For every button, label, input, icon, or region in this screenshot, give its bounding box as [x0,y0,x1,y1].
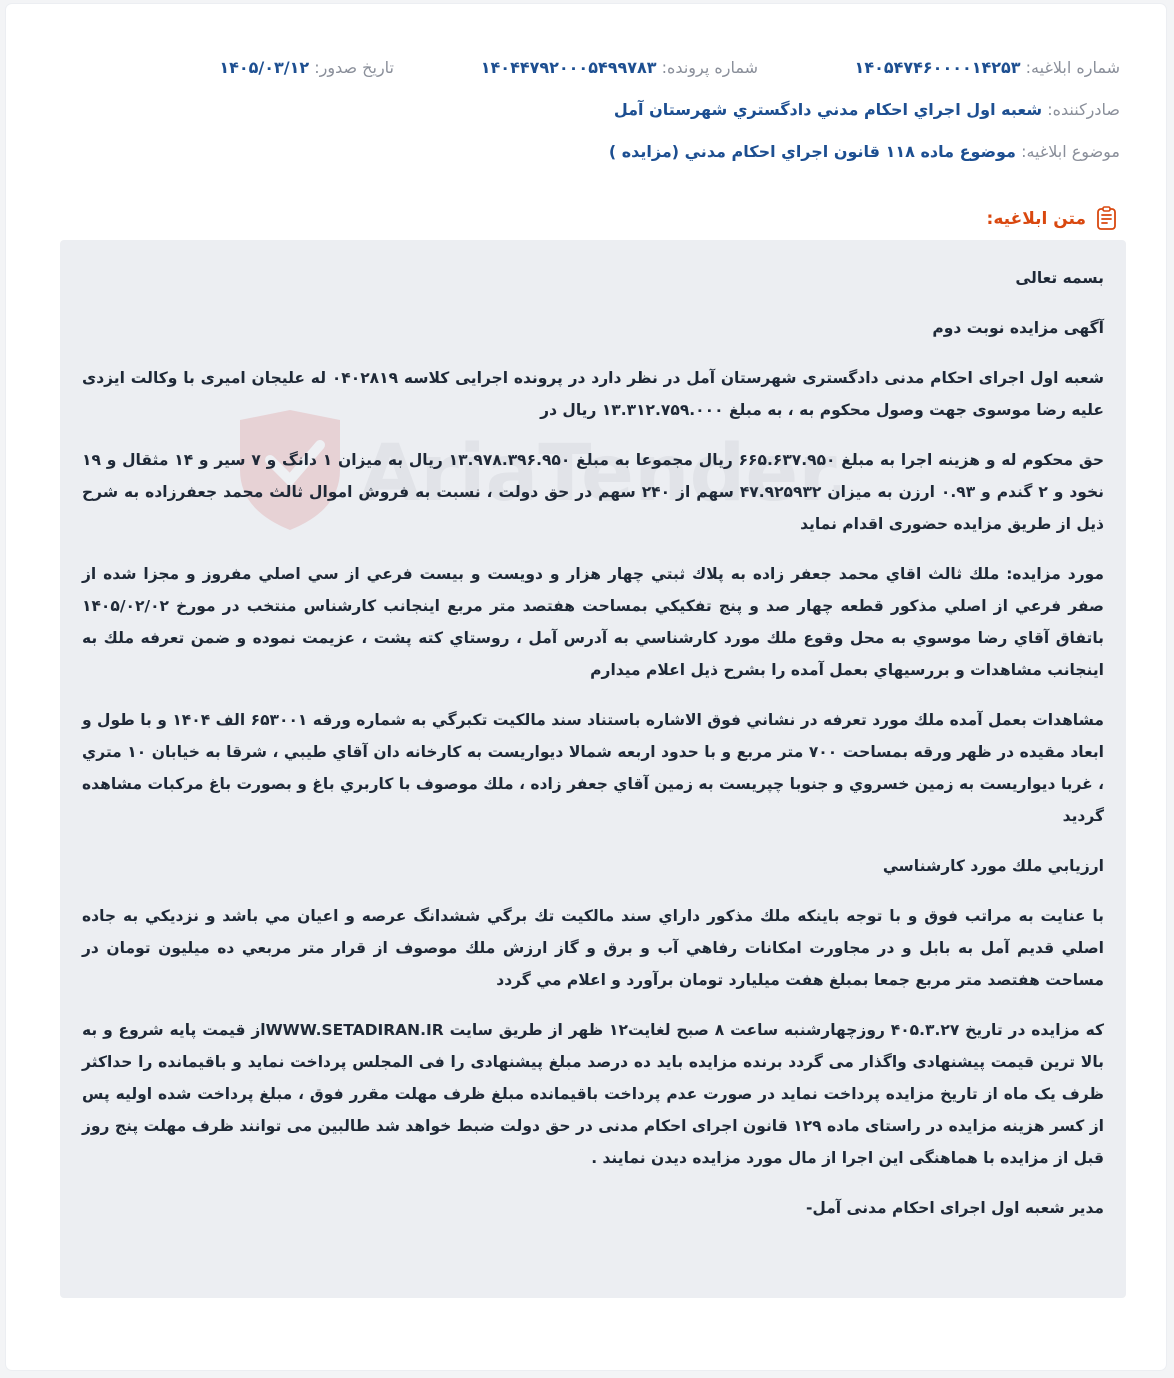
meta-row-issuer [46,100,1120,130]
notice-number-value: ۱۴۰۵۴۷۴۶۰۰۰۰۱۴۲۵۳ [854,58,1021,77]
case-number [481,58,758,77]
issue-date [219,58,394,77]
paragraph: آگهی مزایده نوبت دوم [932,319,1104,337]
section-title: متن ابلاغيه: [986,209,1086,229]
issue-date-label: تاريخ صدور: [314,58,394,77]
subject-label: موضوع ابلاغيه: [1021,142,1120,161]
paragraph: كه مزايده در تاريخ ۴۰۵.۳.۲۷ روزچهارشنبه ساعت ۸ صبح لغایت۱۲ ظهر از طریق سایت WWW.SETADIRAN.IRاز قیمت پایه شروع و به بالا ترین قیمت پیشنهادی واگذار می گردد برنده مزایده باید ده درصد مبلغ پیشنهادی را فی المجلس پرداخت نماید و باقیمانده را حداکثر ظرف یک ماه از تاریخ مزایده پرداخت نماید در صورت عدم پرداخت باقیمانده مبلغ ظرف مهلت مقرر فوق ، مبلغ پرداخت شده اولیه پس از کسر هزینه مزایده در راستای ماده ۱۲۹ قانون اجرای احکام مدنی در حق دولت ضبط خواهد شد طالبین می توانند ظرف مهلت پنج روز قبل از مزایده با هماهنگی این اجرا از مال مورد مزایده دیدن نمایند . [82,1021,1105,1167]
notice-body [60,240,1126,1298]
issuer-label: صادرکننده: [1047,100,1120,119]
paragraph: حق محکوم له و هزینه اجرا به مبلغ ۶۶۵.۶۳۷.۹۵۰ ریال مجموعا به مبلغ ۱۳.۹۷۸.۳۹۶.۹۵۰ ریال به میزان ۱ دانگ و ۷ سیر و ۱۴ مثقال و ۱۹ نخود و ۲ گندم و ۰.۹۳ ارزن به میزان ۴۷.۹۲۵۹۳۲ سهم از ۲۴۰ سهم در حق دولت ، نسبت به فروش اموال ثالث محمد جعفرزاده به شرح ذیل از طریق مزایده حضوری اقدام نماید [82,451,1104,533]
notice-content [82,262,1104,1242]
notice-card [6,4,1166,1370]
watermark-text: AriaTender [360,429,826,519]
notice-number [855,58,1120,77]
notice-document-icon [1094,206,1120,232]
section-header [987,204,1120,234]
paragraph: ارزيابي ملك مورد كارشناسي [882,857,1104,875]
meta-row-subject [46,142,1120,172]
issue-date-value: ۱۴۰۵/۰۳/۱۲ [219,58,310,77]
meta-row-numbers [46,58,1120,88]
paragraph: مدیر شعبه اول اجرای احکام مدنی آمل- [805,1199,1104,1217]
paragraph: با عنايت به مراتب فوق و با توجه باينكه ملك مذكور داراي سند مالكيت تك برگي ششدانگ عرصه و اعيان مي باشد و نزديكي به جاده اصلي قديم آمل به بابل و در مجاورت امكانات رفاهي آب و برق و گاز ارزش ملك موصوف از قرار متر مربعي ده ميليون تومان در مساحت هفتصد متر مربع جمعا بمبلغ هفت ميليارد تومان برآورد و اعلام مي گردد [82,907,1104,989]
paragraph: مورد مزایده: ملك ثالث اقاي محمد جعفر زاده به پلاك ثبتي چهار هزار و دويست و بيست فرعي از سي اصلي مفروز و مجزا شده از صفر فرعي از اصلي مذكور قطعه چهار صد و پنج تفكيكي بمساحت هفتصد متر مربع اينجانب كارشناس منتخب در مورخ ۱۴۰۵/۰۲/۰۲ باتفاق آقاي رضا موسوي به محل وقوع ملك مورد كارشناسي به آدرس آمل ، روستاي كته پشت ، عزيمت نموده و ضمن تعرفه ملك به اينجانب مشاهدات و بررسيهاي بعمل آمده را بشرح ذيل اعلام ميدارم [82,565,1104,679]
case-number-value: ۱۴۰۴۴۷۹۲۰۰۰۵۴۹۹۷۸۳ [480,58,657,77]
issuer-value: شعبه اول اجراي احکام مدني دادگستري شهرستان آمل [613,100,1043,119]
subject-value: موضوع ماده ۱۱۸ قانون اجراي احکام مدني (مزايده ) [608,142,1016,161]
notice-number-label: شماره ابلاغيه: [1025,58,1120,77]
case-number-label: شماره پرونده: [661,58,758,77]
paragraph: بسمه تعالی [1015,269,1104,287]
issuer [614,100,1120,119]
paragraph: مشاهدات بعمل آمده ملك مورد تعرفه در نشاني فوق الاشاره باستناد سند مالكيت تكبرگي به شماره ورقه ۶۵۳۰۰۱ الف ۱۴۰۴ و با طول و ابعاد مقيده در ظهر ورقه بمساحت ۷۰۰ متر مربع و با حدود اربعه شمالا ديواريست به كارخانه دان آقاي طيبي ، شرقا به خيابان ۱۰ متري ، غربا ديواريست به زمين خسروي و جنوبا چپريست به زمين آقاي جعفر زاده ، ملك موصوف با كاربري باغ و بصورت باغ مركبات مشاهده گرديد [82,711,1104,825]
subject [609,142,1120,161]
paragraph: شعبه اول اجرای احکام مدنی دادگستری شهرستان آمل در نظر دارد در پرونده اجرایی کلاسه ۰۴۰۲۸۱۹ له علیجان امیری با وکالت ایزدی علیه رضا موسوی جهت وصول محکوم به ، به مبلغ ۱۳.۳۱۲.۷۵۹.۰۰۰ ریال در [82,369,1105,419]
